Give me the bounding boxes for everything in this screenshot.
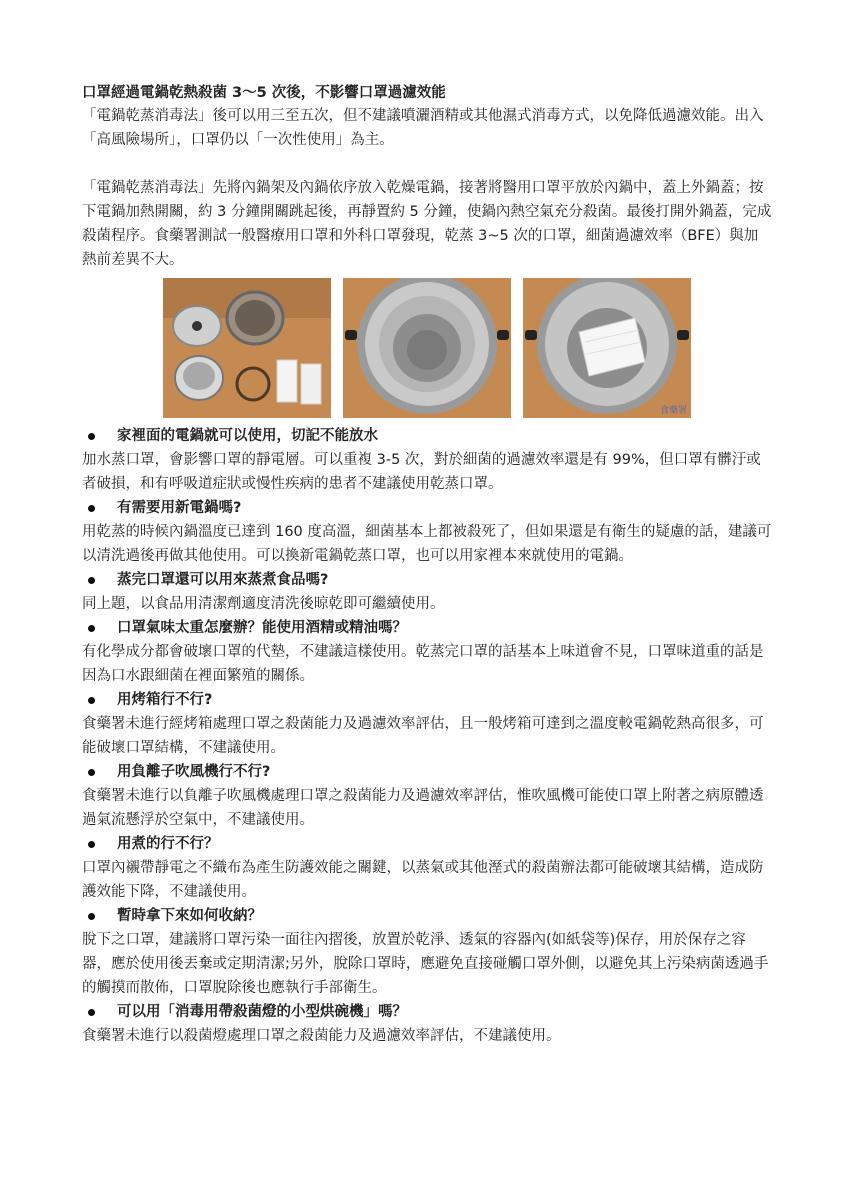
faq-question-2 <box>82 496 772 520</box>
faq-answer-1: 加水蒸口罩，會影響口罩的靜電層。可以重複 3-5 次，對於細菌的過濾效率還是有 99%，但口罩有髒汙或者破損，和有呼吸道症狀或慢性疾病的患者不建議使用乾蒸口罩。 <box>82 452 761 492</box>
faq-question-3 <box>82 568 772 592</box>
intro-paragraph: 「電鍋乾蒸消毒法」後可以用三至五次，但不建議噴灑酒精或其他濕式消毒方式，以免降低過濾效能。出入「高風險場所」，口罩仍以「一次性使用」為主。 <box>82 108 764 148</box>
faq-question-text: 蒸完口罩還可以用來蒸煮食品嗎? <box>117 572 329 588</box>
paragraph-gap <box>82 152 772 176</box>
faq-answer-2: 用乾蒸的時候內鍋溫度已達到 160 度高溫，細菌基本上都被殺死了，但如果還是有衛生的疑慮的話，建議可以清洗過後再做其他使用。可以換新電鍋乾蒸口罩，也可以用家裡本來就使用的電鍋。 <box>82 524 772 564</box>
bullet-icon <box>88 505 95 512</box>
photo-empty-inner-pot <box>343 278 511 418</box>
faq-question-text: 用負離子吹風機行不行? <box>117 764 271 780</box>
faq-question-6 <box>82 760 772 784</box>
faq-answer-8: 脫下之口罩，建議將口罩污染一面往內摺後，放置於乾淨、透氣的容器內(如紙袋等)保存，用於保存之容器，應於使用後丟棄或定期清潔;另外，脫除口罩時，應避免直接碰觸口罩外側，以避免其上污染病菌透過手的觸摸而散佈，口罩脫除後也應執行手部衛生。 <box>82 932 769 996</box>
document-title: 口罩經過電鍋乾熱殺菌 3～5 次後，不影響口罩過濾效能 <box>82 85 446 101</box>
faq-question-text: 口罩氣味太重怎麼辦？能使用酒精或精油嗎？ <box>117 620 407 636</box>
faq-question-4 <box>82 616 772 640</box>
faq-question-text: 暫時拿下來如何收納？ <box>117 908 262 924</box>
bullet-icon <box>88 697 95 704</box>
faq-question-text: 有需要用新電鍋嗎? <box>117 500 242 516</box>
faq-question-7 <box>82 832 772 856</box>
faq-question-1 <box>82 424 772 448</box>
faq-question-8 <box>82 904 772 928</box>
faq-question-text: 用烤箱行不行? <box>117 692 213 708</box>
faq-question-text: 可以用「消毒用帶殺菌燈的小型烘碗機」嗎？ <box>117 1004 407 1020</box>
photo-strip <box>82 278 772 418</box>
faq-answer-6: 食藥署未進行以負離子吹風機處理口罩之殺菌能力及過濾效率評估，惟吹風機可能使口罩上附著之病原體透過氣流懸浮於空氣中，不建議使用。 <box>82 788 764 828</box>
faq-answer-5: 食藥署未進行經烤箱處理口罩之殺菌能力及過濾效率評估，且一般烤箱可達到之溫度較電鍋乾熱高很多，可能破壞口罩結構，不建議使用。 <box>82 716 764 756</box>
method-paragraph: 「電鍋乾蒸消毒法」先將內鍋架及內鍋依序放入乾燥電鍋，接著將醫用口罩平放於內鍋中，蓋上外鍋蓋；按下電鍋加熱開關，約 3 分鐘開關跳起後，再靜置約 5 分鐘，使鍋內熱空氣充分殺菌。最後打開外鍋蓋，完成殺菌程序。食藥署測試一般醫療用口罩和外科口罩發現，乾蒸 3~5 次的口罩，細菌過濾效率（BFE）與加熱前差異不大。 <box>82 180 772 268</box>
bullet-icon <box>88 433 95 440</box>
bullet-icon <box>88 841 95 848</box>
faq-answer-7: 口罩內襯帶靜電之不織布為產生防護效能之關鍵，以蒸氣或其他溼式的殺菌辦法都可能破壞其結構，造成防護效能下降，不建議使用。 <box>82 860 764 900</box>
bullet-icon <box>88 625 95 632</box>
faq-question-text: 用煮的行不行？ <box>117 836 219 852</box>
document-page <box>82 82 772 1048</box>
faq-question-text: 家裡面的電鍋就可以使用，切記不能放水 <box>117 428 378 444</box>
photo-mask-in-pot <box>523 278 691 418</box>
bullet-icon <box>88 577 95 584</box>
photo-watermark: 食藥署 <box>659 406 687 416</box>
faq-answer-9: 食藥署未進行以殺菌燈處理口罩之殺菌能力及過濾效率評估，不建議使用。 <box>82 1028 561 1044</box>
faq-answer-4: 有化學成分都會破壞口罩的代墊，不建議這樣使用。乾蒸完口罩的話基本上味道會不見，口罩味道重的話是因為口水跟細菌在裡面繁殖的關係。 <box>82 644 764 684</box>
faq-question-9 <box>82 1000 772 1024</box>
bullet-icon <box>88 769 95 776</box>
bullet-icon <box>88 1009 95 1016</box>
faq-answer-3: 同上題，以食品用清潔劑適度清洗後晾乾即可繼續使用。 <box>82 596 445 612</box>
photo-rice-cooker-parts <box>163 278 331 418</box>
faq-question-5 <box>82 688 772 712</box>
bullet-icon <box>88 913 95 920</box>
